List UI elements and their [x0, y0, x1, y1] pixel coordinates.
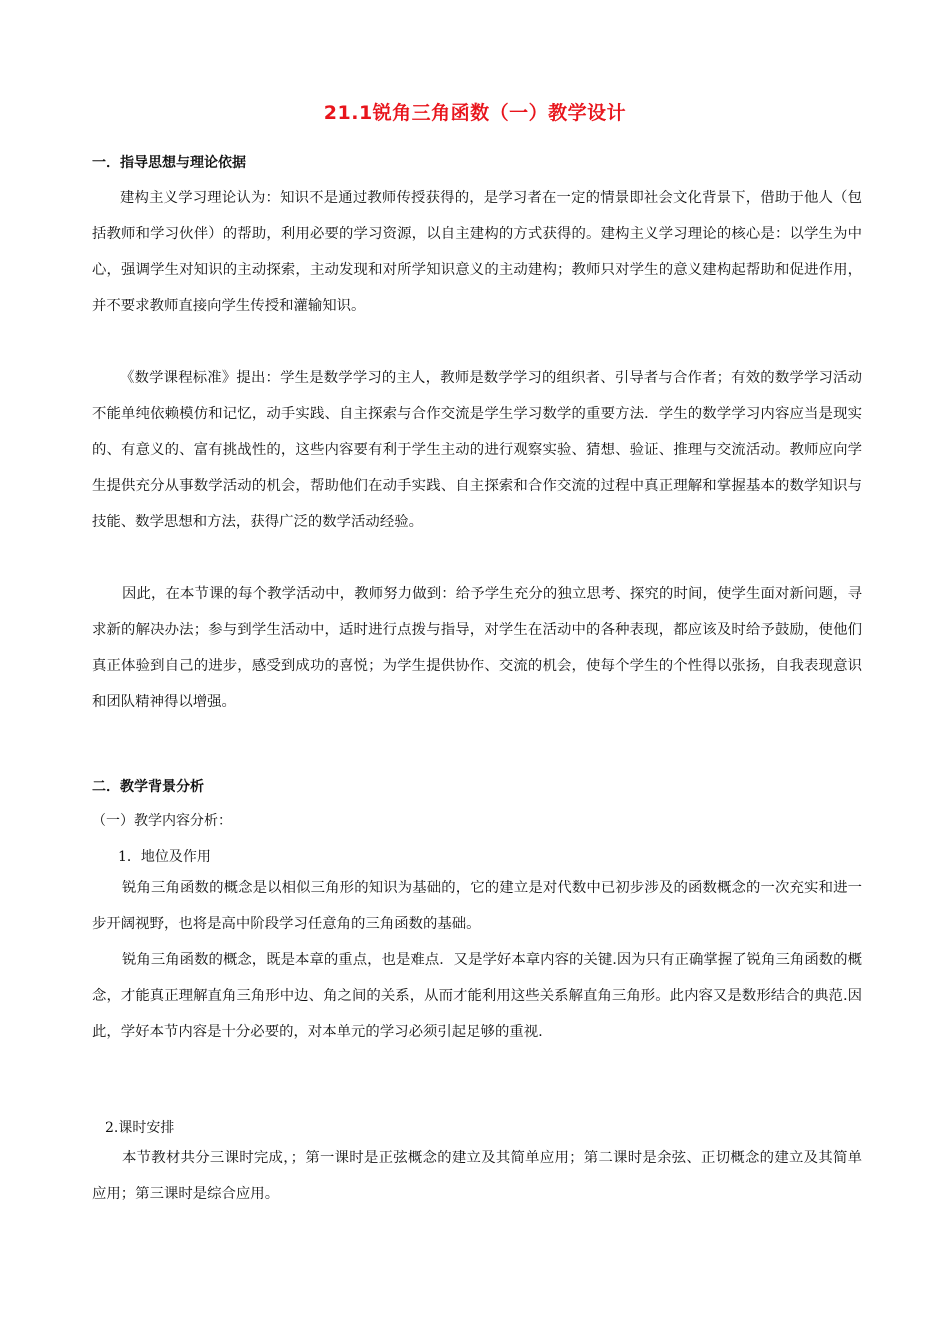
paragraph-position-role: 锐角三角函数的概念是以相似三角形的知识为基础的，它的建立是对代数中已初步涉及的函数概念的一次充实和进一步开阔视野，也将是高中阶段学习任意角的三角函数的基础。	[92, 880, 862, 932]
paragraph-teaching-approach: 因此，在本节课的每个教学活动中，教师努力做到：给予学生充分的独立思考、探究的时间，使学生面对新问题，寻求新的解决办法；参与到学生活动中，适时进行点拨与指导，对学生在活动中的各种表现，都应该及时给予鼓励，使他们真正体验到自己的进步，感受到成功的喜悦；为学生提供协作、交流的机会，使每个学生的个性得以张扬，自我表现意识和团队精神得以增强。	[92, 586, 862, 710]
document-title: 21.1锐角三角函数（一）教学设计	[323, 102, 627, 124]
paragraph-curriculum-standard: 《数学课程标准》提出：学生是数学学习的主人，教师是数学学习的组织者、引导者与合作者；有效的数学学习活动不能单纯依赖模仿和记忆，动手实践、自主探索与合作交流是学生学习数学的重要方法．学生的数学学习内容应当是现实的、有意义的、富有挑战性的，这些内容要有利于学生主动的进行观察实验、猜想、验证、推理与交流活动。教师应向学生提供充分从事数学活动的机会，帮助他们在动手实践、自主探索和合作交流的过程中真正理解和掌握基本的数学知识与技能、数学思想和方法，获得广泛的数学活动经验。	[92, 370, 862, 530]
section-heading-guiding-ideas: 一．指导思想与理论依据	[92, 155, 246, 171]
paragraph-constructivism: 建构主义学习理论认为：知识不是通过教师传授获得的，是学习者在一定的情景即社会文化背景下，借助于他人（包括教师和学习伙伴）的帮助，利用必要的学习资源，以自主建构的方式获得的。建构主义学习理论的核心是：以学生为中心，强调学生对知识的主动探索，主动发现和对所学知识意义的主动建构；教师只对学生的意义建构起帮助和促进作用，并不要求教师直接向学生传授和灌输知识。	[92, 190, 862, 314]
subheading-content-analysis: （一）教学内容分析：	[92, 813, 232, 829]
section-heading-background: 二．教学背景分析	[92, 779, 204, 795]
item-position-and-role: 1．地位及作用	[118, 849, 211, 865]
paragraph-lesson-schedule: 本节教材共分三课时完成，；第一课时是正弦概念的建立及其简单应用；第二课时是余弦、正切概念的建立及其简单应用；第三课时是综合应用。	[92, 1150, 862, 1202]
paragraph-key-concept: 锐角三角函数的概念，既是本章的重点，也是难点．又是学好本章内容的关键.因为只有正确掌握了锐角三角函数的概念，才能真正理解直角三角形中边、角之间的关系，从而才能利用这些关系解直角三角形。此内容又是数形结合的典范.因此，学好本节内容是十分必要的，对本单元的学习必须引起足够的重视.	[92, 952, 862, 1040]
item-lesson-schedule: 2.课时安排	[105, 1120, 175, 1136]
